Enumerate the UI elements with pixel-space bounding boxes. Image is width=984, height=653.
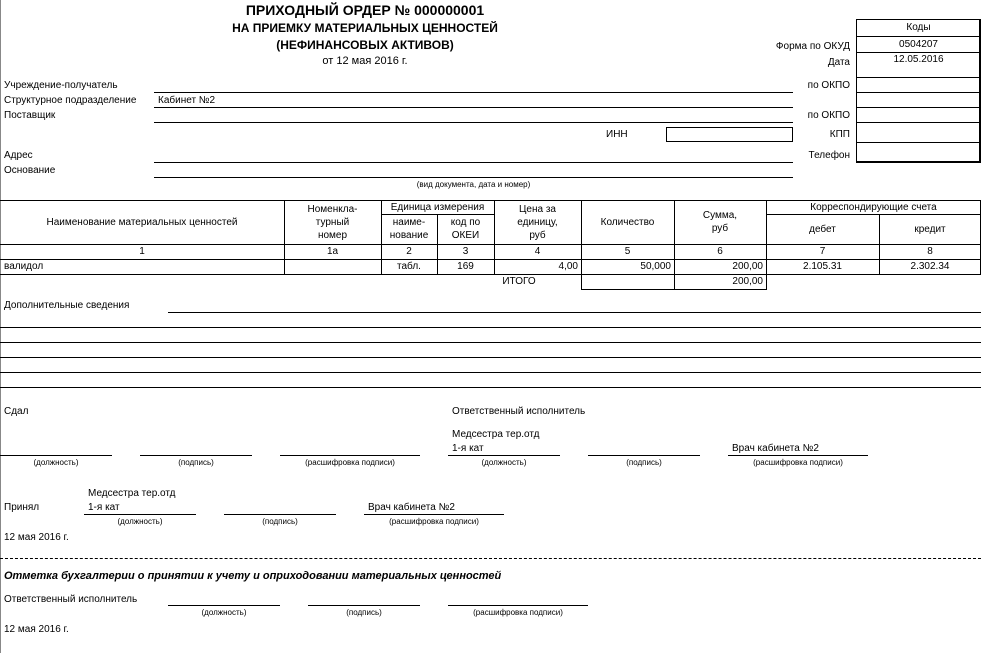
gave-signature-line [140, 455, 252, 456]
accounting-position-hint: (должность) [201, 608, 247, 617]
okpo-label-1: по ОКПО [807, 80, 850, 91]
cell-qty: 50,000 [640, 261, 671, 272]
col-header-qty: Количество [600, 216, 655, 228]
division-value: Кабинет №2 [158, 95, 216, 106]
resp-position-line [448, 455, 560, 456]
additional-line-5 [0, 372, 981, 373]
col-header-sum: Сумма, руб [702, 210, 738, 234]
acc-signature-line [224, 514, 336, 515]
col-num: 1а [326, 246, 339, 257]
kpp-label: КПП [829, 129, 850, 140]
col-num: 2 [406, 246, 412, 257]
phone-label: Телефон [808, 150, 850, 161]
resp-position-hint: (должность) [481, 458, 527, 467]
col-header-unit-code: код по ОКЕИ [450, 217, 481, 241]
total-sum: 200,00 [732, 276, 763, 287]
accounting-signature-hint: (подпись) [346, 608, 382, 617]
separator-dashed [0, 558, 981, 559]
col-header-price: Цена за единицу, руб [517, 203, 558, 241]
recipient-label: Учреждение-получатель [4, 80, 118, 91]
acc-decode-hint: (расшифровка подписи) [389, 517, 479, 526]
acc-signature-hint: (подпись) [262, 517, 298, 526]
okud-label: Форма по ОКУД [775, 41, 850, 52]
cell-unit-name: табл. [397, 261, 421, 272]
gave-decode-line [280, 455, 420, 456]
col-header-nomen: Номенкла- турный номер [307, 203, 358, 241]
cell-credit: 2.302.34 [910, 261, 950, 272]
items-table [0, 200, 984, 292]
additional-line-3 [0, 342, 981, 343]
col-num: 8 [927, 246, 933, 257]
cell-name: валидол [4, 261, 44, 272]
supplier-label: Поставщик [4, 110, 56, 121]
accounting-title: Отметка бухгалтерии о принятии к учету и оприходовании материальных ценностей [4, 570, 502, 582]
col-num: 6 [717, 246, 723, 257]
col-num: 4 [534, 246, 541, 257]
accounting-resp-label: Ответственный исполнитель [4, 594, 138, 605]
cell-sum: 200,00 [732, 261, 763, 272]
resp-name: Врач кабинета №2 [732, 443, 819, 454]
accounting-signature-line [308, 605, 420, 606]
resp-label: Ответственный исполнитель [452, 406, 586, 417]
acc-decode-line [364, 514, 504, 515]
page-subtitle-2: (НЕФИНАНСОВЫХ АКТИВОВ) [276, 38, 454, 52]
col-header-debit: дебет [809, 223, 836, 235]
acc-position-hint: (должность) [117, 517, 163, 526]
col-num: 1 [139, 246, 145, 257]
basis-hint: (вид документа, дата и номер) [416, 180, 531, 189]
cell-nomen [284, 259, 381, 274]
address-line [154, 162, 793, 163]
col-header-unit-name: наиме- нование [389, 217, 429, 241]
inn-label: ИНН [606, 129, 628, 140]
additional-line-6 [0, 387, 981, 388]
gave-position-line [0, 455, 112, 456]
recipient-line [154, 92, 793, 93]
division-line [154, 107, 793, 108]
resp-signature-line [588, 455, 700, 456]
col-num: 7 [819, 246, 826, 257]
col-header-credit: кредит [914, 223, 946, 235]
order-date: от 12 мая 2016 г. [322, 55, 408, 67]
resp-position-2: 1-я кат [452, 443, 484, 454]
codes-box [856, 19, 981, 163]
date-label: Дата [827, 57, 850, 68]
cell-unit-code: 169 [457, 261, 474, 272]
date-value: 12.05.2016 [893, 54, 944, 65]
codes-header: Коды [906, 22, 931, 33]
accounting-decode-line [448, 605, 588, 606]
inn-field[interactable] [666, 127, 793, 142]
gave-decode-hint: (расшифровка подписи) [305, 458, 395, 467]
acc-position-line [84, 514, 196, 515]
accounting-date: 12 мая 2016 г. [4, 624, 69, 635]
page-subtitle-1: НА ПРИЕМКУ МАТЕРИАЛЬНЫХ ЦЕННОСТЕЙ [232, 21, 498, 35]
basis-line [154, 177, 793, 178]
resp-signature-hint: (подпись) [626, 458, 662, 467]
resp-decode-line [728, 455, 868, 456]
acc-position-1: Медсестра тер.отд [88, 488, 176, 499]
additional-line-4 [0, 357, 981, 358]
additional-label: Дополнительные сведения [4, 300, 130, 311]
supplier-line [154, 122, 793, 123]
page-title: ПРИХОДНЫЙ ОРДЕР № 000000001 [245, 2, 485, 18]
signature-date: 12 мая 2016 г. [4, 532, 69, 543]
col-header-accounts: Корреспондирующие счета [810, 201, 937, 213]
gave-position-hint: (должность) [33, 458, 79, 467]
accounting-position-line [168, 605, 280, 606]
okud-value: 0504207 [899, 39, 938, 50]
division-label: Структурное подразделение [4, 95, 137, 106]
acc-name: Врач кабинета №2 [368, 502, 455, 513]
col-header-unit: Единица измерения [390, 201, 485, 213]
accounting-decode-hint: (расшифровка подписи) [473, 608, 563, 617]
basis-label: Основание [4, 165, 56, 176]
resp-position-1: Медсестра тер.отд [452, 429, 540, 440]
accepted-label: Принял [4, 502, 40, 513]
resp-decode-hint: (расшифровка подписи) [753, 458, 843, 467]
address-label: Адрес [4, 150, 33, 161]
gave-signature-hint: (подпись) [178, 458, 214, 467]
additional-line-2 [0, 327, 981, 328]
cell-debit: 2.105.31 [803, 261, 842, 272]
cell-price: 4,00 [558, 261, 578, 272]
acc-position-2: 1-я кат [88, 502, 120, 513]
additional-line-1 [168, 312, 981, 313]
col-num: 5 [624, 246, 631, 257]
total-label: ИТОГО [502, 276, 536, 287]
gave-label: Сдал [4, 406, 29, 417]
col-num: 3 [462, 246, 469, 257]
col-header-name: Наименование материальных ценностей [46, 216, 238, 228]
okpo-label-2: по ОКПО [807, 110, 850, 121]
